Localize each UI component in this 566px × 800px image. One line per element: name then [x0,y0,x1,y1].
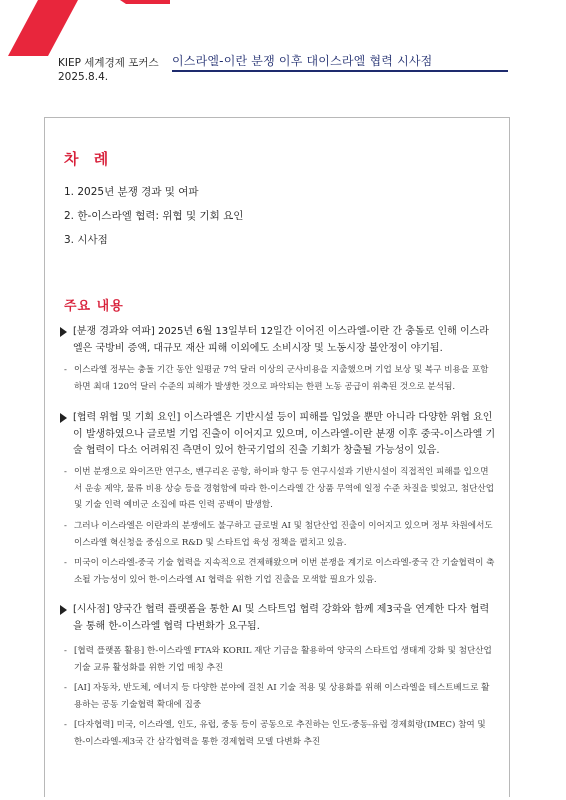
detail-text: 미국이 이스라엘-중국 기술 협력을 지속적으로 견제해왔으며 이번 분쟁을 계기로 이스라엘-중국 간 기술협력이 축소될 가능성이 있어 한-이스라엘 AI 협력을 위한 기업 진출을 모색할 필요가 있음. [74,558,495,585]
dash-icon: - [64,365,67,375]
title-underline [172,70,508,72]
detail-text: [다자협력] 미국, 이스라엘, 인도, 유럽, 중동 등이 공동으로 추진하는 인도-중동-유럽 경제회랑(IMEC) 참여 및 한-이스라엘-제3국 간 삼각협력을 통한 경제협력 모델 다변화 추진 [74,720,486,747]
summary-bullet-text: [분쟁 경과와 여파] 2025년 6월 13일부터 12일간 이어진 이스라엘-이란 간 충돌로 인해 이스라엘은 국방비 증액, 대규모 재산 피해 이외에도 소비시장 및 노동시장 불안정이 야기됨. [73,326,489,354]
dash-icon: - [64,646,67,656]
detail-item [64,717,496,750]
toc-item: 2. 한-이스라엘 협력: 위협 및 기회 요인 [64,210,244,222]
detail-text: [협력 플랫폼 활용] 한-이스라엘 FTA와 KORIL 재단 기금을 활용하여 양국의 스타트업 생태계 강화 및 첨단산업 기술 교류 활성화를 위한 기업 매칭 추진 [74,646,492,673]
toc-item: 3. 시사점 [64,234,108,246]
detail-item [64,464,496,514]
triangle-bullet-icon [60,413,67,423]
summary-bullet-text: [협력 위협 및 기회 요인] 이스라엘은 기반시설 등이 피해를 입었을 뿐만 아니라 다양한 위협 요인이 발생하였으나 글로벌 기업 진출이 이어지고 있으며, 이스라엘-이란 분쟁 이후 중국-이스라엘 기술 협력이 다소 어려워진 측면이 있어 한국기업의 진출 기회가 창출될 가능성이 있음. [73,412,496,456]
detail-text: 그러나 이스라엘은 이란과의 분쟁에도 불구하고 글로벌 AI 및 첨단산업 진출이 이어지고 있으며 정부 차원에서도 이스라엘 혁신청을 중심으로 R&D 및 스타트업 육성 정책을 펼치고 있음. [74,521,493,548]
detail-item [64,362,496,395]
dash-icon: - [64,521,67,531]
publisher-info [58,56,159,84]
detail-item [64,680,496,713]
toc-item: 1. 2025년 분쟁 경과 및 여파 [64,186,199,198]
dash-icon: - [64,683,67,693]
detail-item [64,555,496,588]
dash-icon: - [64,558,67,568]
summary-bullet [60,410,496,460]
summary-bullet [60,324,496,357]
detail-text: [AI] 자동차, 반도체, 에너지 등 다양한 분야에 걸친 AI 기술 적용 및 상용화를 위해 이스라엘을 테스트베드로 활용하는 공동 기술협력 확대에 집중 [74,683,490,710]
dash-icon: - [64,720,67,730]
detail-text: 이스라엘 정부는 충돌 기간 동안 일평균 7억 달러 이상의 군사비용을 지출했으며 기업 보상 및 복구 비용을 포함하면 최대 120억 달러 수준의 피해가 발생한 것으로 파악되는 한편 노동 공급이 위축된 것으로 분석됨. [74,365,489,392]
summary-heading: 주요 내용 [64,299,124,314]
detail-text: 이번 분쟁으로 와이즈만 연구소, 벤구리온 공항, 하이파 항구 등 연구시설과 기반시설이 직접적인 피해를 입으면서 운송 제약, 물류 비용 상승 등을 경험함에 따라 한-이스라엘 간 상품 무역에 일정 수준 차질을 빚었고, 첨단산업 및 기술 인력 예비군 소집에 따른 인력 공백이 발생함. [74,467,495,510]
corner-accent-graphic [0,0,170,56]
toc-heading: 차 례 [64,150,114,168]
publication-date: 2025.8.4. [58,71,109,83]
triangle-bullet-icon [60,605,67,615]
detail-item [64,643,496,676]
detail-item [64,518,496,551]
triangle-bullet-icon [60,327,67,337]
summary-bullet [60,602,496,635]
publisher-name: KIEP 세계경제 포커스 [58,57,159,69]
dash-icon: - [64,467,67,477]
document-title: 이스라엘-이란 분쟁 이후 대이스라엘 협력 시사점 [172,54,433,68]
summary-bullet-text: [시사점] 양국간 협력 플랫폼을 통한 AI 및 스타트업 협력 강화와 함께 제3국을 연계한 다자 협력을 통해 한-이스라엘 협력 다변화가 요구됨. [73,604,490,632]
